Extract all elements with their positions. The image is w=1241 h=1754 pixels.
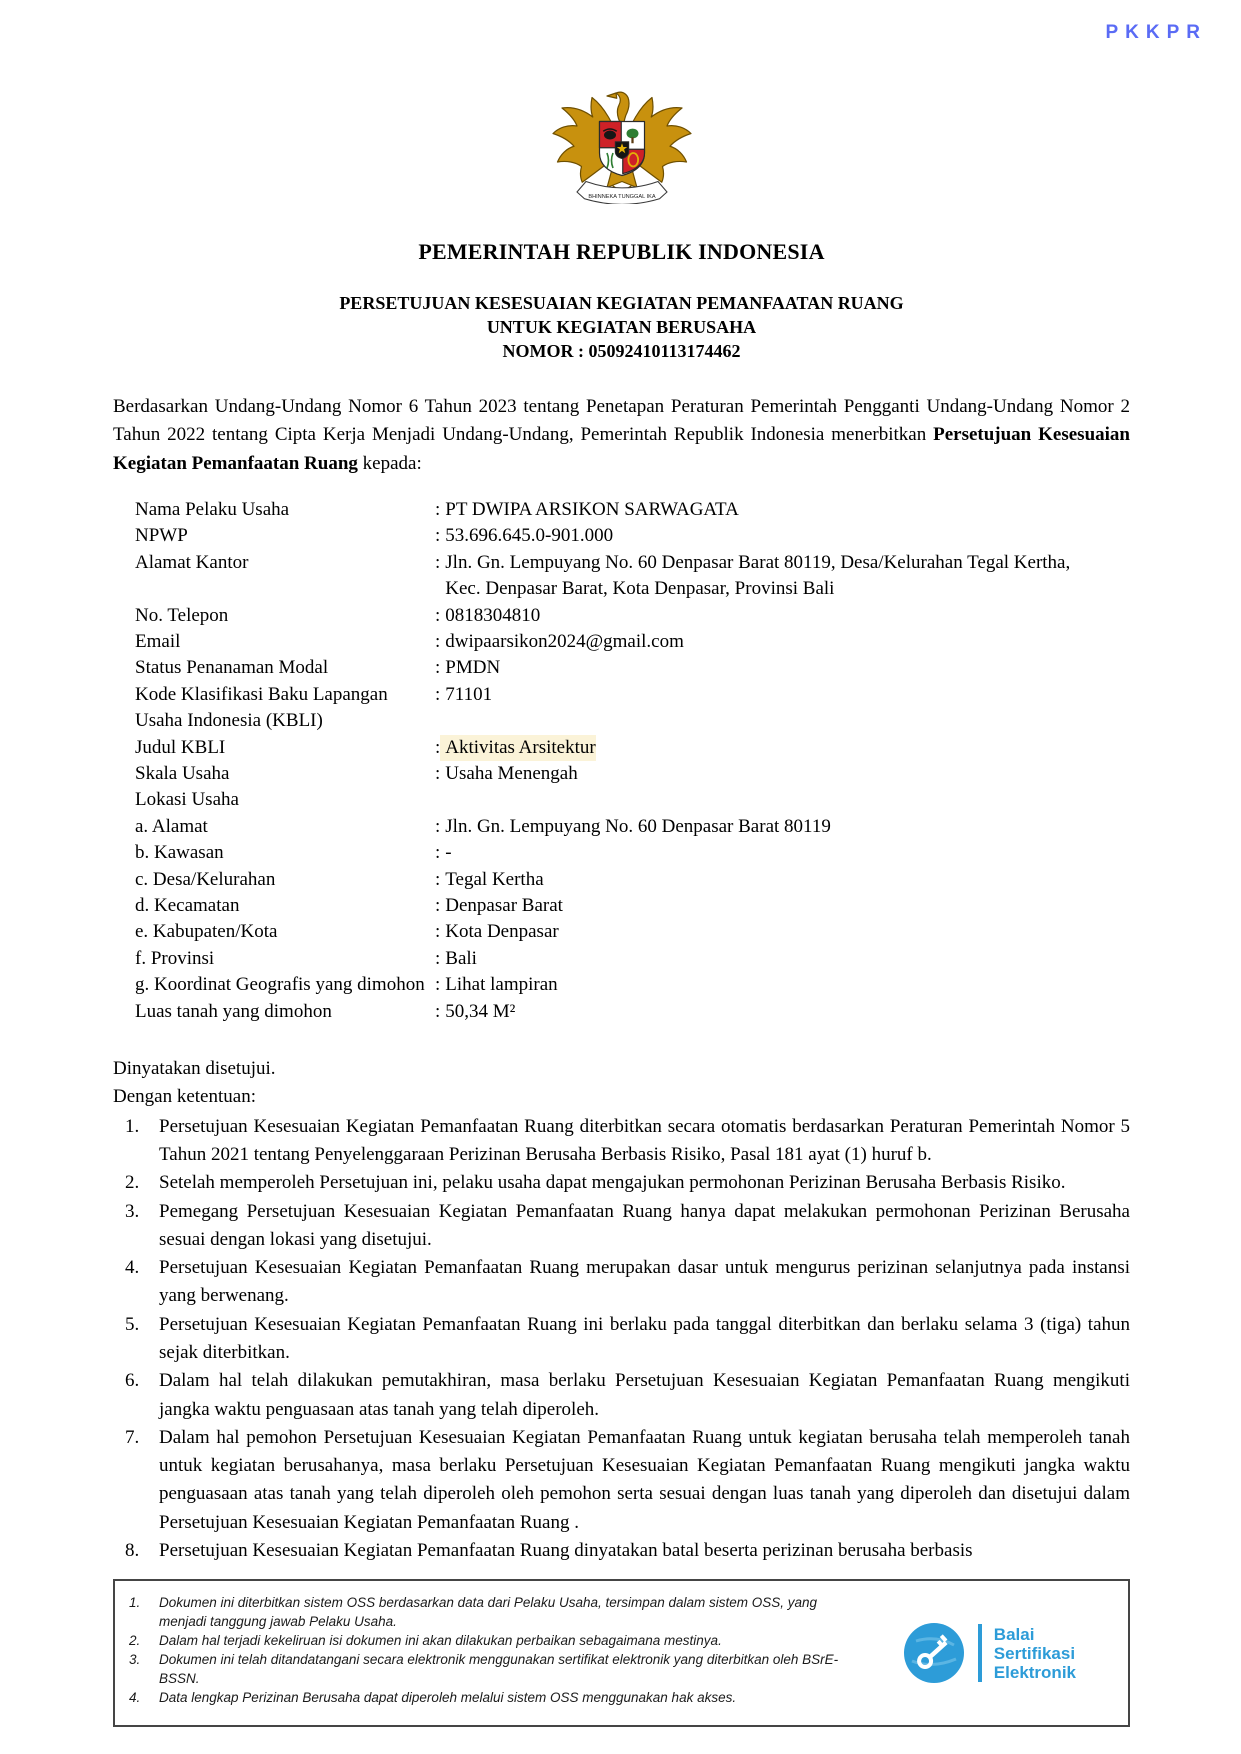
detail-label: Email	[135, 630, 181, 652]
detail-colon: :	[435, 974, 441, 996]
detail-row	[135, 761, 1130, 787]
detail-row	[135, 603, 1130, 629]
condition-item	[113, 1113, 1130, 1170]
bsre-logo	[902, 1621, 1076, 1685]
detail-colon: :	[435, 894, 441, 916]
detail-label: Alamat Kantor	[135, 551, 249, 573]
detail-colon: :	[435, 868, 441, 890]
detail-colon: :	[435, 815, 441, 837]
detail-row	[135, 972, 1130, 998]
detail-row	[135, 523, 1130, 549]
document-title-line2: UNTUK KEGIATAN BERUSAHA	[486, 317, 757, 337]
footer-note	[125, 1593, 902, 1631]
detail-row	[135, 629, 1130, 655]
detail-value: Jln. Gn. Lempuyang No. 60 Denpasar Barat 80119	[445, 815, 831, 837]
detail-colon: :	[435, 551, 441, 573]
approval-statement	[113, 1055, 1130, 1112]
condition-number: 8.	[125, 1540, 140, 1562]
condition-number: 7.	[125, 1426, 140, 1448]
detail-label: e. Kabupaten/Kota	[135, 921, 278, 943]
condition-item	[113, 1198, 1130, 1255]
detail-row	[135, 919, 1130, 945]
condition-text: Persetujuan Kesesuaian Kegiatan Pemanfaatan Ruang merupakan dasar untuk mengurus perizinan selanjutnya pada instansi yang berwenang.	[159, 1257, 1130, 1307]
detail-label: Luas tanah yang dimohon	[135, 1000, 332, 1022]
detail-label: f. Provinsi	[135, 947, 215, 969]
condition-text: Persetujuan Kesesuaian Kegiatan Pemanfaatan Ruang diterbitkan secara otomatis berdasarkan Peraturan Pemerintah Nomor 5 Tahun 2021 tentang Penyelenggaraan Perizinan Berusaha Berbasis Risiko, Pasal 181 ayat (1) huruf b.	[159, 1115, 1130, 1165]
detail-row	[135, 893, 1130, 919]
detail-value	[435, 708, 440, 734]
footer-note-number: 3.	[129, 1652, 141, 1668]
footer-note-text: Dokumen ini diterbitkan sistem OSS berdasarkan data dari Pelaku Usaha, tersimpan dalam sistem OSS, yang menjadi tanggung jawab Pelaku Usaha.	[159, 1595, 818, 1630]
detail-value	[435, 787, 440, 813]
detail-label: No. Telepon	[135, 604, 229, 626]
emblem-motto: BHINNEKA TUNGGAL IKA	[587, 194, 656, 200]
garuda-pancasila-icon	[546, 72, 698, 204]
detail-row	[135, 840, 1130, 866]
condition-item	[113, 1254, 1130, 1311]
detail-label: Skala Usaha	[135, 762, 230, 784]
detail-row	[135, 787, 1130, 813]
intro-text-pre: Berdasarkan Undang-Undang Nomor 6 Tahun 2023 tentang Penetapan Peraturan Pemerintah Pengganti Undang-Undang Nomor 2 Tahun 2022 tentang Cipta Kerja Menjadi Undang-Undang, Pemerintah Republik Indonesia menerbitkan	[113, 396, 1130, 446]
detail-value: Denpasar Barat	[445, 894, 563, 916]
detail-label: a. Alamat	[135, 815, 208, 837]
detail-value: Tegal Kertha	[445, 868, 544, 890]
detail-colon: :	[435, 736, 441, 758]
footer-note-number: 1.	[129, 1595, 141, 1611]
detail-value: Jln. Gn. Lempuyang No. 60 Denpasar Barat 80119, Desa/Kelurahan Tegal Kertha, Kec. Denpasar Barat, Kota Denpasar, Provinsi Bali	[445, 551, 1071, 600]
footer-note	[125, 1650, 902, 1688]
detail-label: Lokasi Usaha	[135, 789, 239, 811]
detail-colon: :	[435, 525, 441, 547]
government-title: PEMERINTAH REPUBLIK INDONESIA	[418, 239, 825, 264]
document-title-line1: PERSETUJUAN KESESUAIAN KEGIATAN PEMANFAATAN RUANG	[339, 293, 904, 313]
detail-colon: :	[435, 604, 441, 626]
detail-label: Status Penanaman Modal	[135, 657, 329, 679]
condition-text: Dalam hal telah dilakukan pemutakhiran, masa berlaku Persetujuan Kesesuaian Kegiatan Pemanfaatan Ruang mengikuti jangka waktu penguasaan atas tanah yang telah diperoleh.	[159, 1370, 1130, 1420]
condition-number: 6.	[125, 1370, 140, 1392]
detail-colon: :	[435, 1000, 441, 1022]
detail-label: c. Desa/Kelurahan	[135, 868, 276, 890]
pkkpr-watermark-label: PKKPR	[1105, 22, 1207, 43]
detail-value: 71101	[445, 683, 493, 705]
detail-value: 53.696.645.0-901.000	[445, 525, 614, 547]
condition-item	[113, 1424, 1130, 1537]
electronic-certificate-key-icon	[902, 1621, 966, 1685]
condition-text: Persetujuan Kesesuaian Kegiatan Pemanfaatan Ruang ini berlaku pada tanggal diterbitkan dan berlaku selama 3 (tiga) tahun sejak diterbitkan.	[159, 1313, 1130, 1363]
footer-note-text: Dokumen ini telah ditandatangani secara elektronik menggunakan sertifikat elektronik yang diterbitkan oleh BSrE-BSSN.	[159, 1652, 839, 1687]
footer-notes-list	[125, 1589, 902, 1707]
detail-colon: :	[435, 842, 441, 864]
intro-paragraph	[113, 393, 1130, 478]
condition-number: 3.	[125, 1200, 140, 1222]
footer-note-text: Data lengkap Perizinan Berusaha dapat diperoleh melalui sistem OSS menggunakan hak akses.	[159, 1690, 737, 1706]
detail-colon: :	[435, 921, 441, 943]
condition-text: Pemegang Persetujuan Kesesuaian Kegiatan Pemanfaatan Ruang hanya dapat melakukan permohonan Perizinan Berusaha sesuai dengan lokasi yang disetujui.	[159, 1200, 1130, 1250]
approval-line2: Dengan ketentuan:	[113, 1086, 256, 1108]
detail-row	[135, 814, 1130, 840]
bsre-logo-line2: Sertifikasi	[993, 1643, 1076, 1663]
footer-note-number: 4.	[129, 1690, 141, 1706]
bsre-logo-line3: Elektronik	[993, 1662, 1076, 1682]
footer-note-text: Dalam hal terjadi kekeliruan isi dokumen ini akan dilakukan perbaikan sebagaimana mestinya.	[159, 1633, 722, 1649]
detail-label: Kode Klasifikasi Baku Lapangan	[135, 683, 388, 705]
condition-item	[113, 1537, 1130, 1565]
detail-colon: :	[435, 657, 441, 679]
bsre-logo-line1: Balai	[993, 1624, 1035, 1644]
detail-colon: :	[435, 498, 441, 520]
detail-colon: :	[435, 947, 441, 969]
detail-label: NPWP	[135, 525, 188, 547]
footer-note	[125, 1688, 902, 1707]
intro-text-bold: Persetujuan Kesesuaian Kegiatan Pemanfaatan Ruang	[113, 424, 1130, 474]
detail-value: Aktivitas Arsitektur	[440, 735, 595, 761]
footer-note	[125, 1631, 902, 1650]
detail-label: d. Kecamatan	[135, 894, 240, 916]
logo-divider	[978, 1624, 982, 1682]
detail-row	[135, 867, 1130, 893]
detail-label: g. Koordinat Geografis yang dimohon	[135, 974, 425, 996]
condition-number: 2.	[125, 1172, 140, 1194]
detail-value: 50,34 M²	[445, 1000, 516, 1022]
condition-number: 5.	[125, 1313, 140, 1335]
condition-text: Setelah memperoleh Persetujuan ini, pelaku usaha dapat mengajukan permohonan Perizinan Berusaha Berbasis Risiko.	[159, 1172, 1066, 1194]
document-title-block	[113, 291, 1130, 363]
detail-label: b. Kawasan	[135, 842, 224, 864]
conditions-list	[113, 1113, 1130, 1566]
detail-value: Lihat lampiran	[445, 974, 558, 996]
detail-value: dwipaarsikon2024@gmail.com	[445, 630, 684, 652]
national-emblem	[113, 0, 1130, 209]
condition-text: Dalam hal pemohon Persetujuan Kesesuaian Kegiatan Pemanfaatan Ruang untuk kegiatan berusaha telah memperoleh tanah untuk kegiatan berusahanya, masa berlaku Persetujuan Kesesuaian Kegiatan Pemanfaatan Ruang mengikuti jangka waktu penguasaan atas tanah yang telah diperoleh oleh pemohon serta sesuai dengan luas tanah yang diperoleh dan disetujui dalam Persetujuan Kesesuaian Kegiatan Pemanfaatan Ruang .	[159, 1426, 1130, 1533]
detail-value: 0818304810	[445, 604, 541, 626]
detail-label: Judul KBLI	[135, 736, 226, 758]
condition-item	[113, 1169, 1130, 1197]
detail-label: Usaha Indonesia (KBLI)	[135, 710, 323, 732]
detail-row	[135, 655, 1130, 681]
detail-colon: :	[435, 683, 441, 705]
detail-colon: :	[435, 762, 441, 784]
bsre-logo-text	[994, 1625, 1076, 1682]
document-number: NOMOR : 05092410113174462	[502, 341, 741, 361]
detail-colon: :	[435, 630, 441, 652]
detail-label: Nama Pelaku Usaha	[135, 498, 290, 520]
condition-number: 1.	[125, 1115, 140, 1137]
footer-note-number: 2.	[129, 1633, 141, 1649]
footer-disclaimer-box	[113, 1579, 1130, 1727]
detail-value: -	[445, 842, 452, 864]
detail-row	[135, 682, 1130, 708]
detail-value: Kota Denpasar	[445, 921, 559, 943]
detail-row	[135, 550, 1130, 603]
detail-row	[135, 999, 1130, 1025]
intro-text-post: kepada:	[357, 452, 422, 474]
detail-value: PMDN	[445, 657, 501, 679]
detail-value: PT DWIPA ARSIKON SARWAGATA	[445, 498, 739, 520]
detail-value: Bali	[445, 947, 477, 969]
condition-number: 4.	[125, 1257, 140, 1279]
detail-row	[135, 735, 1130, 761]
condition-item	[113, 1367, 1130, 1424]
detail-row	[135, 497, 1130, 523]
detail-row	[135, 708, 1130, 734]
detail-value: Usaha Menengah	[445, 762, 578, 784]
condition-text: Persetujuan Kesesuaian Kegiatan Pemanfaatan Ruang dinyatakan batal beserta perizinan berusaha berbasis	[159, 1540, 973, 1562]
business-details-list	[135, 497, 1130, 1025]
condition-item	[113, 1311, 1130, 1368]
detail-row	[135, 946, 1130, 972]
approval-line1: Dinyatakan disetujui.	[113, 1058, 276, 1080]
